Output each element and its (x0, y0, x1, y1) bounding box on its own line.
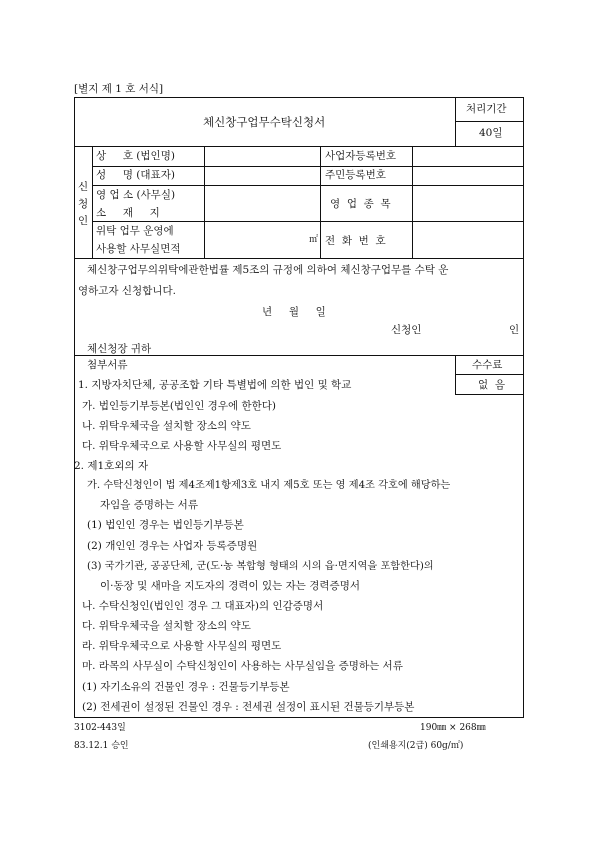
office-area-field[interactable] (205, 222, 319, 257)
resident-reg-no-field[interactable] (413, 167, 522, 184)
applicant-signature-label: 신청인 (391, 324, 422, 336)
attachment-line: 마. 라목의 사무실이 수탁신청인이 사용하는 사무실임을 증명하는 서류 (82, 660, 403, 672)
paper-size: 190㎜ × 268㎜ (420, 723, 486, 733)
application-date: 년 월 일 (262, 306, 326, 318)
side-label-char: 인 (78, 215, 89, 227)
phone-field[interactable] (413, 222, 522, 257)
attachment-line: (2) 개인인 경우는 사업자 등록증명원 (87, 540, 258, 552)
statement-line2: 영하고자 신청합니다. (78, 285, 176, 297)
business-type-label: 영 업 종 목 (330, 198, 391, 210)
addressee: 체신청장 귀하 (87, 343, 152, 355)
side-label-char: 신 (78, 181, 89, 193)
office-area-label-line2: 사용할 사무실면적 (96, 243, 181, 255)
form-code: 3102-443일 (74, 723, 126, 733)
attachment-line: (1) 법인인 경우는 법인등기부등본 (87, 519, 244, 531)
attachment-line: 이·동장 및 새마을 지도자의 경력이 있는 자는 경력증명서 (100, 580, 360, 592)
trade-name-field[interactable] (205, 147, 319, 165)
seal-mark: 인 (509, 324, 520, 336)
form-label: [별지 제 1 호 서식] (74, 83, 164, 95)
office-area-label-line1: 위탁 업무 운영에 (96, 225, 174, 237)
side-label-char: 청 (78, 198, 89, 210)
representative-field[interactable] (205, 167, 319, 184)
representative-label: 성 명 (대표자) (96, 169, 175, 181)
attachment-line: 자임을 증명하는 서류 (100, 499, 198, 511)
attachment-line: 가. 수탁신청인이 법 제4조제1항제3호 내지 제5호 또는 영 제4조 각호에 해당하는 (87, 480, 451, 491)
attachment-line: (2) 전세권이 설정된 건물인 경우 : 전세권 설정이 표시된 건물등기부등본 (82, 701, 415, 713)
attachment-line: 나. 위탁우체국을 설치할 장소의 약도 (82, 420, 251, 432)
business-reg-no-field[interactable] (413, 147, 522, 165)
processing-period-value: 40일 (479, 127, 503, 139)
statement-line1: 체신창구업무의위탁에관한법률 제5조의 규정에 의하여 체신창구업무를 수탁 운 (87, 264, 449, 276)
fee-value: 없 음 (478, 379, 505, 391)
attachment-line: 나. 수탁신청인(법인인 경우 그 대표자)의 인감증명서 (82, 600, 324, 612)
approval-date: 83.12.1 승인 (74, 741, 129, 751)
fee-label: 수수료 (472, 359, 503, 371)
attachments-heading: 첨부서류 (87, 359, 128, 371)
form-title: 체신창구업무수탁신청서 (203, 115, 326, 129)
office-label-line2: 소 재 지 (96, 207, 160, 219)
attachment-line: (3) 국가기관, 공공단체, 군(도·농 복합형 형태의 시의 읍·면지역을 포함한다)의 (87, 561, 434, 572)
attachment-line: (1) 자기소유의 건물인 경우 : 건물등기부등본 (82, 681, 290, 693)
office-label-line1: 영 업 소 (사무실) (96, 189, 176, 201)
business-reg-no-label: 사업자등록번호 (325, 150, 397, 162)
trade-name-label: 상 호 (법인명) (96, 150, 175, 162)
area-unit: ㎡ (309, 235, 319, 245)
attachment-line: 2. 제1호외의 자 (74, 460, 149, 472)
attachment-line: 다. 위탁우체국을 설치할 장소의 약도 (82, 620, 251, 632)
resident-reg-no-label: 주민등록번호 (325, 169, 386, 181)
paper-spec: (인쇄용지(2급) 60g/㎡) (368, 741, 464, 751)
attachment-line: 1. 지방자치단체, 공공조합 기타 특별법에 의한 법인 및 학교 (78, 379, 352, 391)
business-type-field[interactable] (413, 186, 522, 220)
phone-label: 전 화 번 호 (325, 235, 386, 247)
attachment-line: 다. 위탁우체국으로 사용할 사무실의 평면도 (82, 440, 282, 452)
applicant-name-field[interactable] (430, 320, 505, 336)
attachment-line: 가. 법인등기부등본(법인인 경우에 한한다) (82, 400, 276, 412)
office-address-field[interactable] (205, 186, 319, 220)
attachment-line: 라. 위탁우체국으로 사용할 사무실의 평면도 (82, 640, 282, 652)
processing-period-label: 처리기간 (466, 103, 507, 115)
